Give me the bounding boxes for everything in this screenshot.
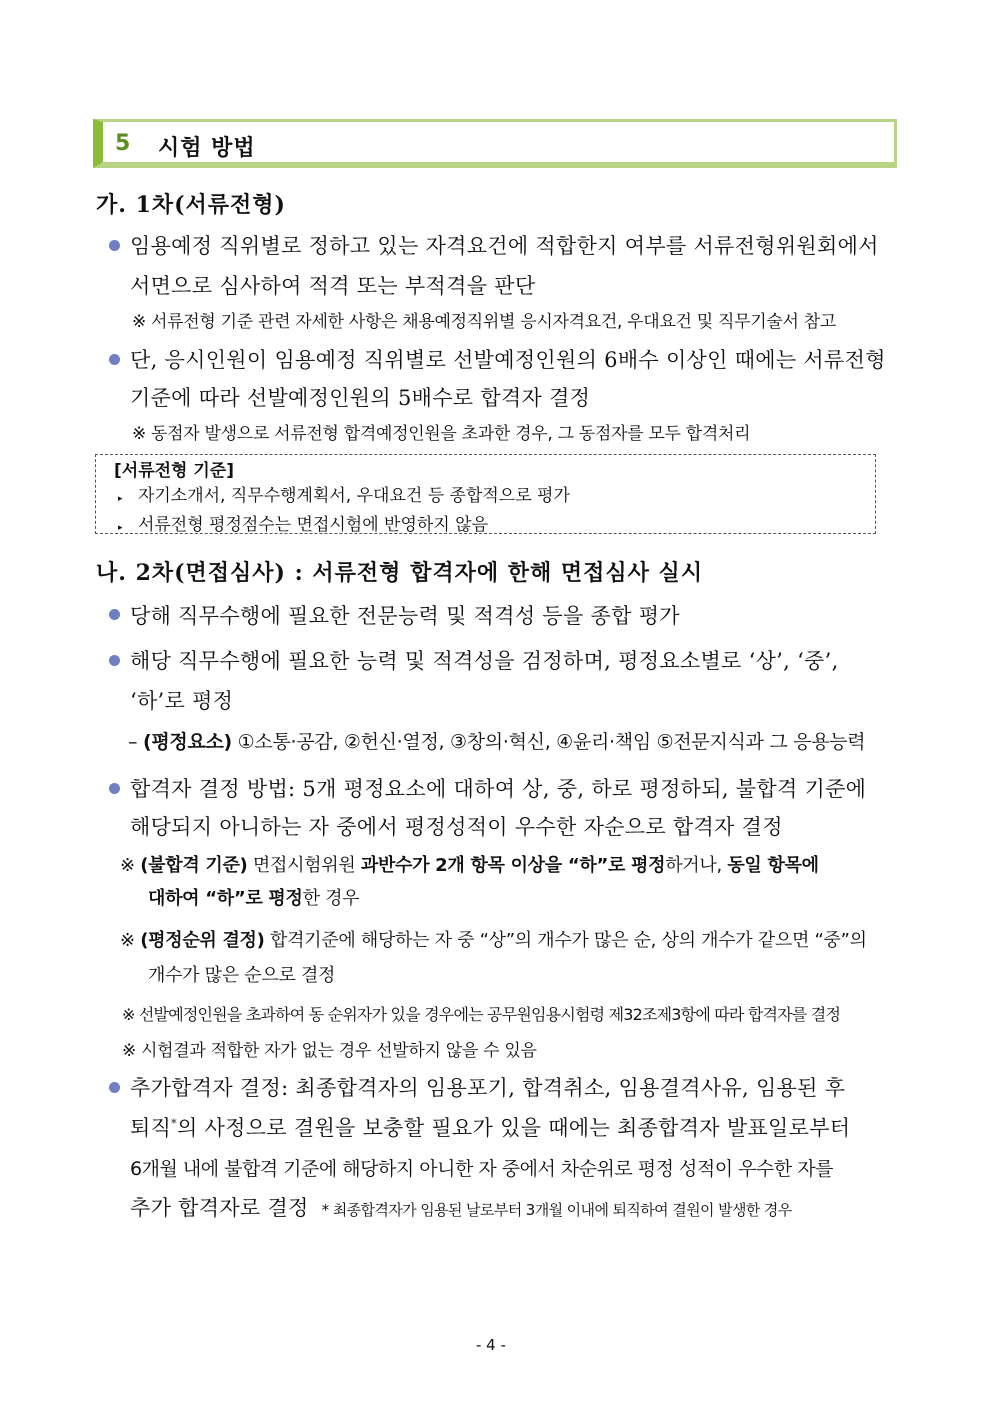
footnote: * 최종합격자가 임용된 날로부터 3개월 이내에 퇴직하여 결원이 발생한 경우	[321, 1201, 792, 1219]
fail-criteria-label: (불합격 기준)	[140, 855, 248, 876]
note-none: ※ 시험결과 적합한 자가 없는 경우 선발하지 않을 수 있음	[122, 1041, 537, 1061]
part-b-bullet3-line2: 해당되지 아니하는 자 중에서 평정성적이 우수한 자순으로 합격자 결정	[130, 815, 783, 839]
part-a-bullet1-line2: 서면으로 심사하여 적격 또는 부적격을 판단	[130, 274, 536, 298]
section-title: 시험 방법	[158, 136, 256, 161]
page-number: - 4 -	[476, 1336, 506, 1354]
criteria-item	[118, 510, 488, 535]
part-b-bullet4-line4: 추가 합격자로 결정 * 최종합격자가 임용된 날로부터 3개월 이내에 퇴직하여 결원이 발생한 경우	[130, 1196, 792, 1220]
rank-decision-line2: 개수가 많은 순으로 결정	[148, 965, 336, 986]
part-a-heading: 가. 1차(서류전형)	[96, 192, 286, 218]
criteria-item-text: 서류전형 평정점수는 면접시험에 반영하지 않음	[137, 515, 488, 535]
criteria-item	[118, 481, 570, 506]
triangle-bullet-icon: ▸	[118, 523, 123, 533]
evaluation-elements: – (평정요소) ①소통·공감, ②헌신·열정, ③창의·혁신, ④윤리·책임 ⑤전문지식과 그 응용능력	[128, 731, 866, 753]
fail-criteria-line1: ※ (불합격 기준) 면접시험위원 과반수가 2개 항목 이상을 “하”로 평정하거나, 동일 항목에	[120, 855, 819, 876]
note-exceed: ※ 선발예정인원을 초과하여 동 순위자가 있을 경우에는 공무원임용시험령 제32조제3항에 따라 합격자를 결정	[122, 1005, 841, 1024]
triangle-bullet-icon: ▸	[118, 494, 123, 504]
evaluation-elements-label: (평정요소)	[142, 731, 232, 753]
rank-decision-label: (평정순위 결정)	[140, 930, 265, 951]
bullet-icon	[109, 240, 120, 251]
bullet-icon	[109, 783, 120, 794]
part-a-note2: ※ 동점자 발생으로 서류전형 합격예정인원을 초과한 경우, 그 동점자를 모두 합격처리	[132, 424, 751, 444]
part-a-bullet1-line1: 임용예정 직위별로 정하고 있는 자격요건에 적합한지 여부를 서류전형위원회에서	[130, 234, 879, 258]
part-b-bullet3-line1: 합격자 결정 방법: 5개 평정요소에 대하여 상, 중, 하로 평정하되, 불합격 기준에	[130, 777, 867, 801]
bullet-icon	[109, 1082, 120, 1093]
bullet-icon	[109, 354, 120, 365]
criteria-item-text: 자기소개서, 직무수행계획서, 우대요건 등 종합적으로 평가	[137, 486, 570, 506]
section-number: 5	[115, 131, 131, 156]
part-a-note1: ※ 서류전형 기준 관련 자세한 사항은 채용예정직위별 응시자격요건, 우대요건 및 직무기술서 참고	[132, 312, 836, 332]
rank-decision-line1: ※ (평정순위 결정) 합격기준에 해당하는 자 중 “상”의 개수가 많은 순, 상의 개수가 같으면 “중”의	[120, 930, 867, 951]
fail-criteria-line2: 대하여 “하”로 평정한 경우	[148, 888, 360, 909]
part-b-bullet2-line2: ‘하’로 평정	[130, 689, 234, 713]
bullet-icon	[109, 655, 120, 666]
bullet-icon	[109, 609, 120, 620]
part-b-bullet4-line3: 6개월 내에 불합격 기준에 해당하지 아니한 자 중에서 차순위로 평정 성적이 우수한 자를	[130, 1158, 833, 1180]
part-b-bullet4-line2: 퇴직*의 사정으로 결원을 보충할 필요가 있을 때에는 최종합격자 발표일로부터	[130, 1116, 851, 1140]
criteria-title: [서류전형 기준]	[114, 461, 234, 481]
part-b-bullet1: 당해 직무수행에 필요한 전문능력 및 적격성 등을 종합 평가	[130, 604, 680, 628]
part-b-heading: 나. 2차(면접심사) : 서류전형 합격자에 한해 면접심사 실시	[96, 560, 704, 586]
part-a-bullet2-line1: 단, 응시인원이 임용예정 직위별로 선발예정인원의 6배수 이상인 때에는 서류전형	[130, 348, 886, 372]
part-b-bullet2-line1: 해당 직무수행에 필요한 능력 및 적격성을 검정하며, 평정요소별로 ‘상’, ‘중’,	[130, 649, 839, 673]
evaluation-elements-text: ①소통·공감, ②헌신·열정, ③창의·혁신, ④윤리·책임 ⑤전문지식과 그 응용능력	[231, 731, 866, 753]
part-a-bullet2-line2: 기준에 따라 선발예정인원의 5배수로 합격자 결정	[130, 386, 591, 410]
part-b-bullet4-line1: 추가합격자 결정: 최종합격자의 임용포기, 합격취소, 임용결격사유, 임용된 후	[130, 1076, 846, 1100]
